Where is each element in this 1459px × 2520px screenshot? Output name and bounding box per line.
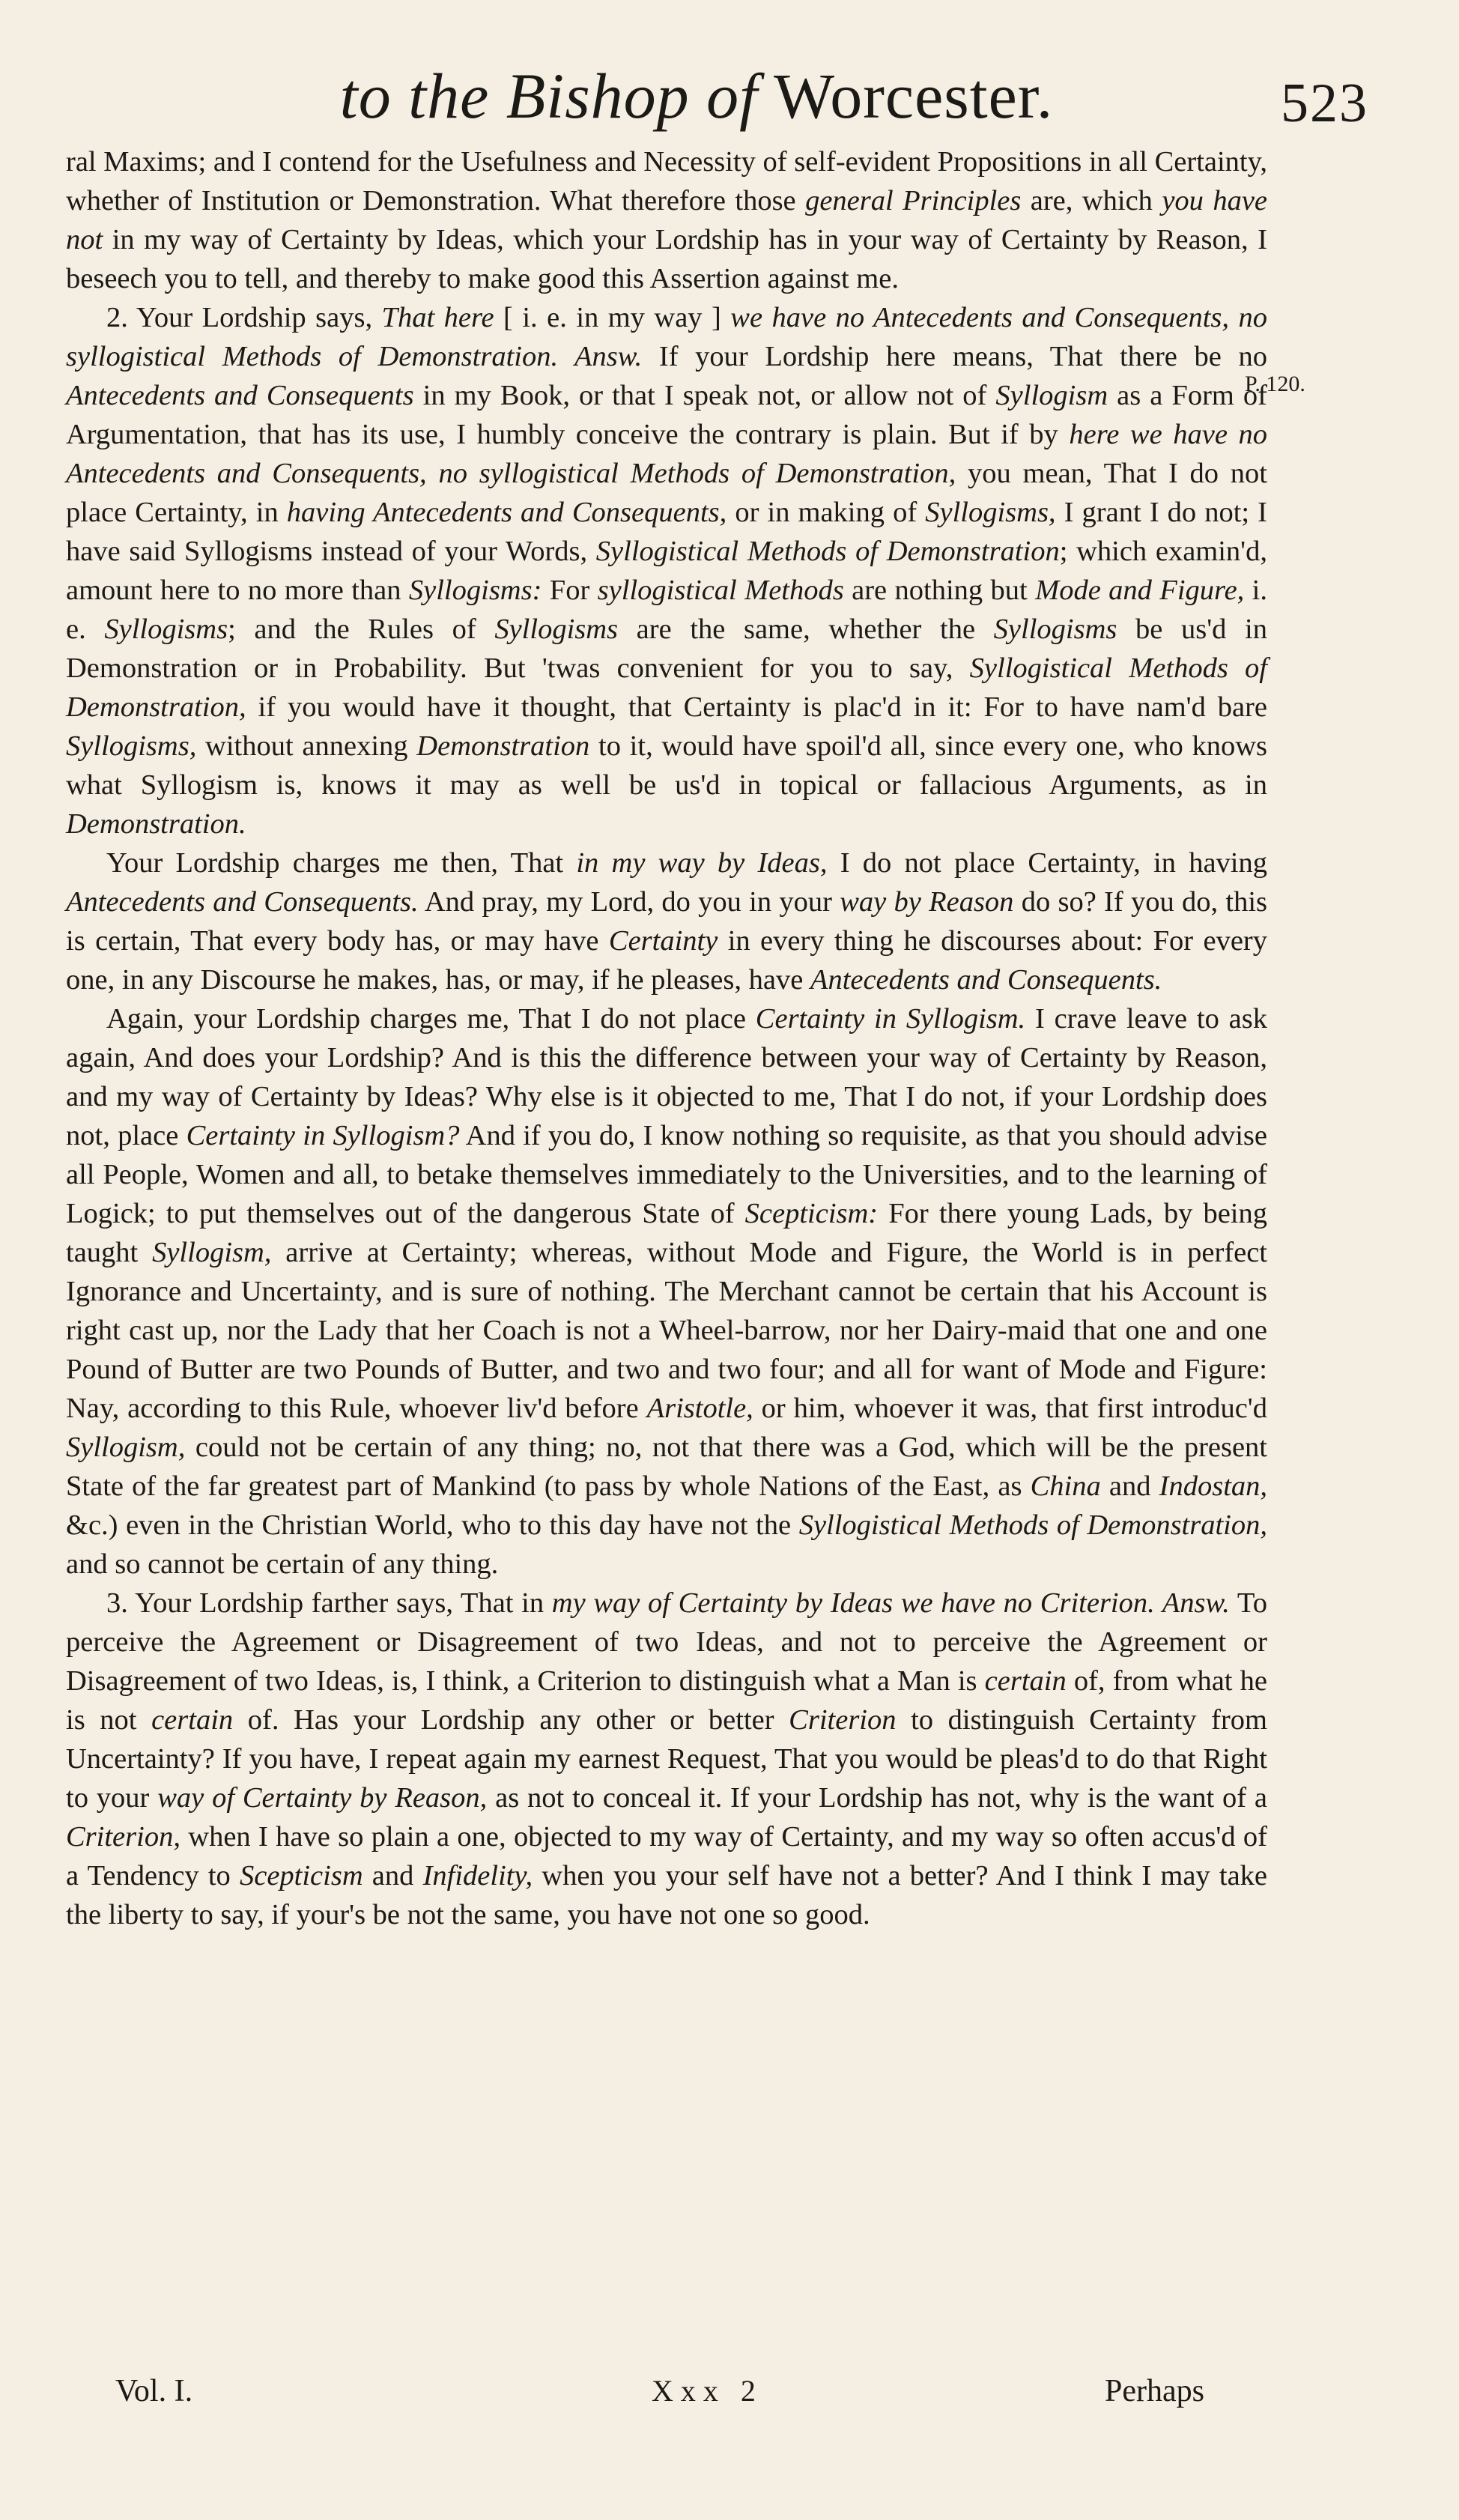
text-run: I grant I do not; I have said Syllogisms instead of your Words, [66, 497, 1267, 567]
text-run: i. e. [66, 575, 1268, 645]
text-run: For there young Lads, by being taught [66, 1198, 1267, 1268]
text-run: and [1100, 1470, 1159, 1502]
running-head-italic: Bishop of [506, 60, 759, 132]
page-header [0, 58, 1459, 141]
italic-run: my way of Certainty by Ideas we have no Criterion. Answ. [551, 1587, 1230, 1619]
text-run: do so? If you do, this is certain, That every body has, or may have [66, 886, 1267, 957]
text-run: in my way of Certainty by Ideas, which your Lordship has in your way of Certainty by Reason, I beseech you to tell, and thereby to make good this Assertion against me. [66, 224, 1267, 294]
text-run: if you would have it thought, that Certainty is plac'd in it: For to have nam'd bare [246, 691, 1267, 723]
italic-run: Certainty in Syllogism? [186, 1120, 460, 1151]
italic-run: syllogistical Methods [597, 575, 844, 606]
italic-run: Syllogisms [993, 614, 1117, 645]
italic-run: Mode and Figure, [1035, 575, 1245, 606]
italic-run: way by Reason [840, 886, 1014, 918]
margin-note: P. 120. [1245, 372, 1305, 396]
text-run: 2. Your Lordship says, [106, 302, 382, 333]
italic-run: China [1030, 1470, 1101, 1502]
italic-run: in my way by Ideas, [576, 847, 828, 879]
italic-run: Demonstration. [66, 808, 246, 840]
text-run: and so cannot be certain of any thing. [66, 1548, 499, 1580]
italic-run: certain [984, 1665, 1067, 1697]
text-run: ral Maxims; and I contend for the Usefulness and Necessity of self-evident Propositions in all Certainty, whether of Institution or Demonstration. What therefore those [66, 146, 1267, 216]
text-run: And pray, my Lord, do you in your [418, 886, 840, 918]
italic-run: Syllogistical Methods of Demonstration, [798, 1509, 1268, 1541]
text-run: Again, your Lordship charges me, That I do not place [106, 1003, 756, 1035]
italic-run: Syllogisms [104, 614, 228, 645]
signature-mark: Xxx 2 [652, 2374, 763, 2408]
paragraph [66, 298, 1267, 843]
italic-run: Infidelity, [422, 1860, 533, 1891]
italic-run: Antecedents and Consequents. [66, 886, 419, 918]
text-run: as a Form of Argumentation, that has its use, I humbly conceive the contrary is plain. But if by [66, 380, 1267, 450]
text-run: &c.) even in the Christian World, who to this day have not the [66, 1509, 799, 1541]
italic-run: way of Certainty by Reason, [157, 1782, 488, 1814]
running-head-post: Worcester. [758, 60, 1054, 132]
text-run: or him, whoever it was, that first introduc'd [753, 1393, 1267, 1424]
italic-run: general Principles [805, 185, 1022, 216]
italic-run: you have not [66, 185, 1268, 255]
text-run: For [542, 575, 598, 606]
italic-run: Syllogisms, [66, 730, 197, 762]
text-run: [ i. e. in my way ] [494, 302, 731, 333]
text-run: arrive at Certainty; whereas, without Mode and Figure, the World is in perfect Ignorance and Uncertainty, and is sure of nothing. The Merchant cannot be certain that his Account is right cast up, nor the Lady that her Coach is not a Wheel-barrow, nor her Dairy-maid that one and one Pound of Butter are two Pounds of Butter, and two and two four; and all for want of Mode and Figure: Nay, according to this Rule, whoever liv'd before [66, 1237, 1268, 1424]
text-run: To perceive the Agreement or Disagreement of two Ideas, and not to perceive the Agreement or Disagreement of two Ideas, is, I think, a Criterion to distinguish what a Man is [66, 1587, 1267, 1697]
text-run: are nothing but [843, 575, 1036, 606]
italic-run: Certainty in Syllogism. [755, 1003, 1026, 1035]
text-run: in every thing he discourses about: For every one, in any Discourse he makes, has, or may, if he pleases, have [66, 925, 1267, 996]
italic-run: Syllogistical Methods of Demonstration [595, 536, 1060, 567]
text-run: 3. Your Lordship farther says, That in [106, 1587, 552, 1619]
text-run: are, which [1021, 185, 1162, 216]
paragraph [66, 1584, 1267, 1934]
text-run: and [363, 1860, 423, 1891]
text-run: in my Book, or that I speak not, or allow not of [413, 380, 996, 411]
text-run: as not to conceal it. If your Lordship has not, why is the want of a [487, 1782, 1267, 1814]
italic-run: Certainty [608, 925, 718, 957]
italic-run: certain [151, 1704, 234, 1736]
italic-run: Demonstration [416, 730, 590, 762]
italic-run: Syllogism, [152, 1237, 272, 1268]
italic-run: Criterion [789, 1704, 897, 1736]
italic-run: Syllogism [995, 380, 1108, 411]
text-run: ; which examin'd, amount here to no more than [66, 536, 1267, 606]
page-number: 523 [1281, 73, 1368, 134]
text-run: And if you do, I know nothing so requisite, as that you should advise all People, Women and all, to betake themselves immediately to the Universities, and to the learning of Logick; to put themselves out of the dangerous State of [66, 1120, 1267, 1229]
page-footer [0, 2373, 1459, 2433]
text-run: without annexing [196, 730, 417, 762]
text-run: ; and the Rules of [228, 614, 495, 645]
italic-run: Indostan, [1159, 1470, 1268, 1502]
italic-run: having Antecedents and Consequents, [286, 497, 727, 528]
paragraph [66, 999, 1267, 1584]
italic-run: here we have no Antecedents and Consequents, no syllogistical Methods of Demonstration, [66, 419, 1267, 489]
running-head [285, 58, 1108, 133]
text-run: or in making of [727, 497, 926, 528]
text-run: be us'd in Demonstration or in Probability. But 'twas convenient for you to say, [66, 614, 1267, 684]
text-run: when you your self have not a better? And I think I may take the liberty to say, if your's be not the same, you have not one so good. [66, 1860, 1267, 1930]
text-run: to it, would have spoil'd all, since every one, who knows what Syllogism is, knows it may as well be us'd in topical or fallacious Arguments, as in [66, 730, 1267, 801]
paragraph [66, 843, 1267, 999]
text-run: could not be certain of any thing; no, not that there was a God, which will be the present State of the far greatest part of Mankind (to pass by whole Nations of the East, as [66, 1432, 1267, 1502]
italic-run: Syllogisms [494, 614, 619, 645]
text-run: I do not place Certainty, in having [827, 847, 1267, 879]
italic-run: Scepticism [239, 1860, 363, 1891]
catchword: Perhaps [1105, 2374, 1204, 2408]
text-run: of. Has your Lordship any other or better [233, 1704, 789, 1736]
italic-run: Syllogisms, [925, 497, 1056, 528]
volume-label: Vol. I. [115, 2374, 193, 2408]
italic-run: Syllogisms: [408, 575, 542, 606]
body-text [66, 142, 1267, 1934]
italic-run: we have no Antecedents and Consequents, no syllogistical Methods of Demonstration. Answ. [66, 302, 1267, 372]
italic-run: Antecedents and Consequents. [810, 964, 1162, 996]
text-run: are the same, whether the [618, 614, 994, 645]
text-run: If your Lordship here means, That there be no [642, 341, 1267, 372]
italic-run: Syllogistical Methods of Demonstration, [66, 652, 1267, 723]
italic-run: Scepticism: [744, 1198, 879, 1229]
text-run: of, from what he is not [66, 1665, 1267, 1736]
text-run: I crave leave to ask again, And does your Lordship? And is this the difference between your way of Certainty by Reason, and my way of Certainty by Ideas? Why else is it objected to me, That I do not, if your Lordship does not, place [66, 1003, 1268, 1151]
italic-run: Criterion, [66, 1821, 181, 1853]
italic-run: Syllogism, [66, 1432, 186, 1463]
text-run: you mean, That I do not place Certainty, in [66, 458, 1268, 528]
paragraph [66, 142, 1267, 298]
italic-run: That here [381, 302, 494, 333]
running-head-pre: to the [339, 60, 506, 132]
text-run: Your Lordship charges me then, That [106, 847, 577, 879]
text-run: when I have so plain a one, objected to my way of Certainty, and my way so often accus'd of a Tendency to [66, 1821, 1267, 1891]
text-run: to distinguish Certainty from Uncertainty? If you have, I repeat again my earnest Request, That you would be pleas'd to do that Right to your [66, 1704, 1267, 1814]
italic-run: Aristotle, [646, 1393, 753, 1424]
italic-run: Antecedents and Consequents [66, 380, 414, 411]
